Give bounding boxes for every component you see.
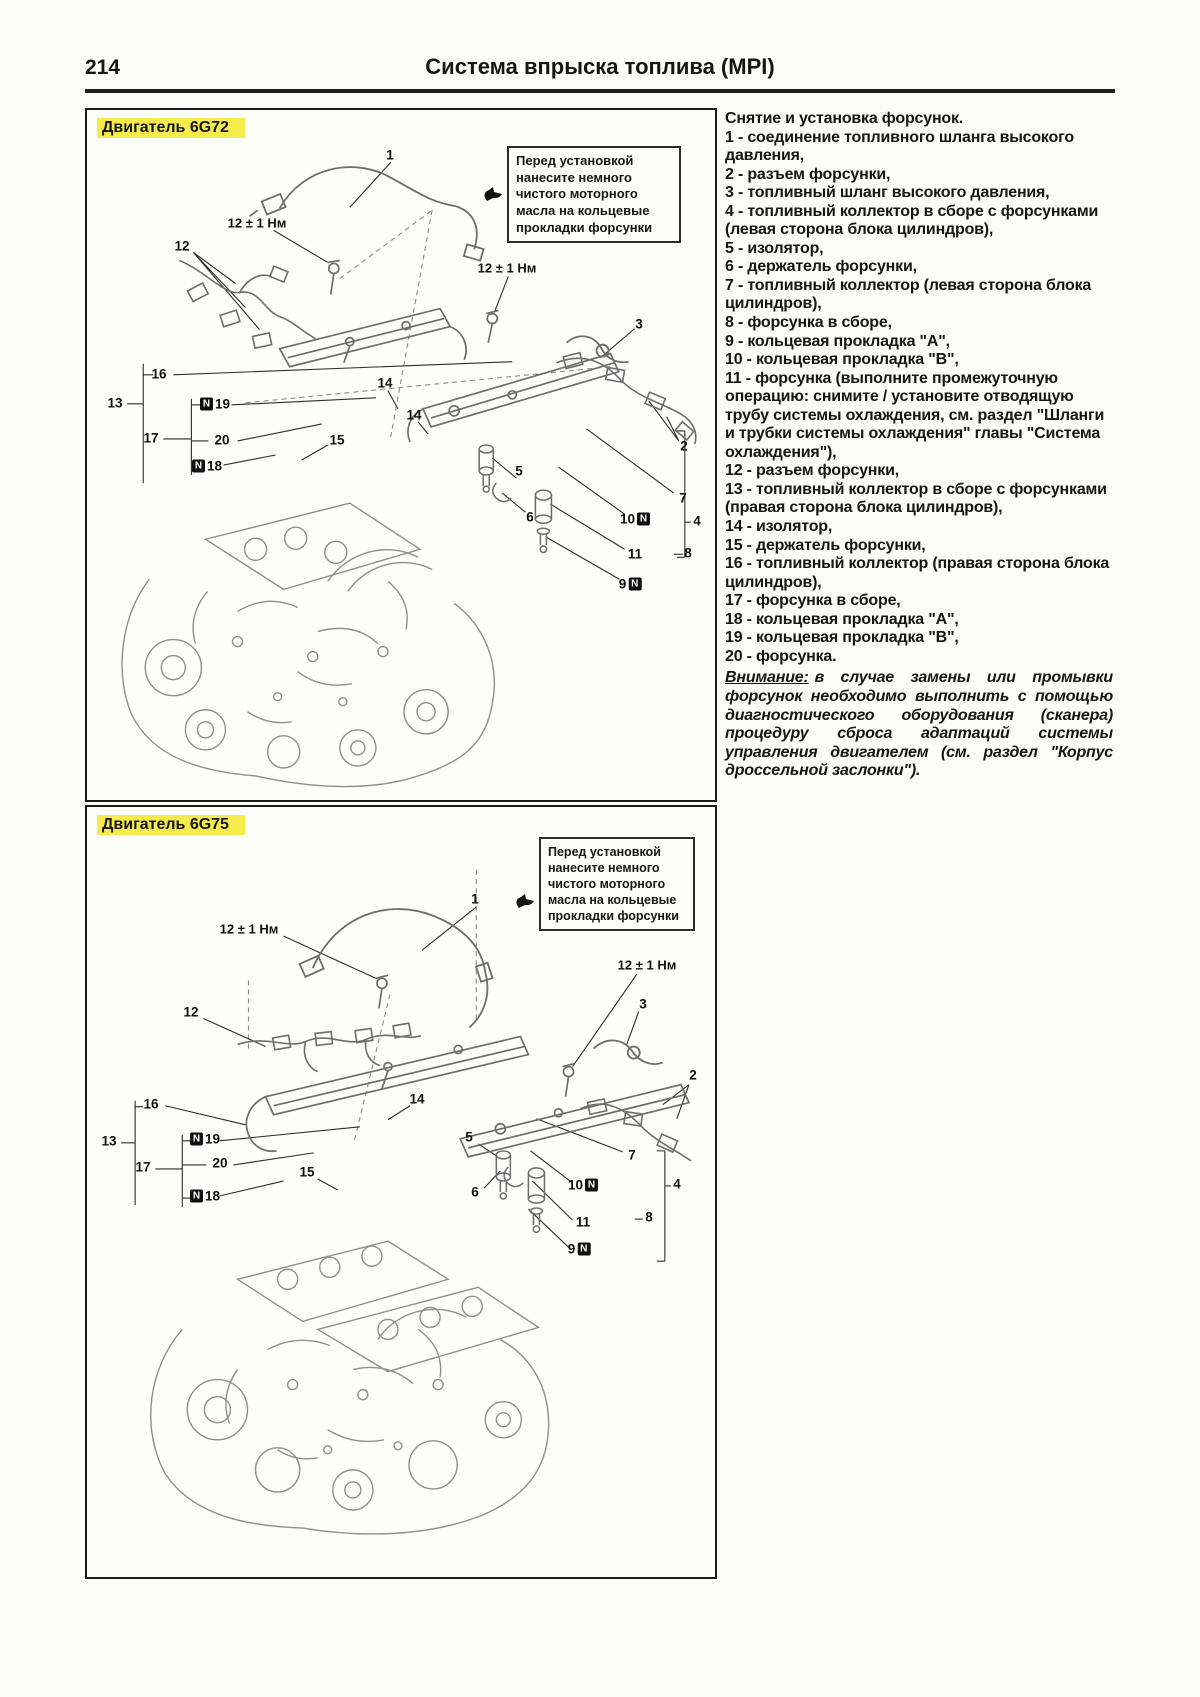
callout-label: 15 [329,432,345,448]
torque-label: 12 ± 1 Нм [227,215,287,231]
oil-note-text: Перед установкой нанесите немного чистого моторного масла на кольцевые прокладки форсунки [548,845,679,923]
no-reuse-icon: N [200,398,213,411]
callout-label: 9 N [568,1242,591,1257]
engine-label-6g72: Двигатель 6G72 [97,118,245,138]
part-item: 19 - кольцевая прокладка "В", [725,629,959,647]
callout-label: N 19 [200,397,230,412]
callout-label: 14 [377,375,393,391]
page-number: 214 [85,56,121,79]
callout-label: 3 [639,996,647,1012]
no-reuse-icon: N [577,1243,590,1256]
part-item: 9 - кольцевая прокладка "А", [725,332,950,350]
header-rule [85,89,1115,93]
no-reuse-icon: N [192,460,205,473]
part-item: 7 - топливный коллектор (левая сторона блока цилиндров), [725,276,1092,313]
callout-label: 8 [645,1209,653,1225]
callout-label: 13 [107,395,123,411]
parts-legend [725,110,1113,781]
callout-label: 2 [689,1067,697,1083]
callout-label: 17 [135,1159,151,1175]
oil-note-pointer-icon [515,893,535,909]
callout-label: 5 [515,463,523,479]
torque-label: 12 ± 1 Нм [617,957,677,973]
part-item: 14 - изолятор, [725,518,833,536]
callout-label: 9 N [619,577,642,592]
part-item: 1 - соединение топливного шланга высокого давления, [725,128,1074,165]
callout-label: 12 [183,1004,199,1020]
oil-note-text: Перед установкой нанесите немного чистого моторного масла на кольцевые прокладки форсунки [516,153,653,235]
callout-label: 11 [575,1214,591,1230]
part-item: 3 - топливный шланг высокого давления, [725,184,1050,202]
part-item: 11 - форсунка (выполните промежуточную операцию: снимите / установите отводящую трубу системы охлаждения, см. раздел "Шланги и трубки системы охлаждения" главы "Система охлаждения"), [725,369,1105,461]
panel-engine-6g75 [85,805,717,1579]
callout-label: N 19 [190,1132,220,1147]
part-item: 18 - кольцевая прокладка "А", [725,610,959,628]
callout-label: 6 [471,1184,479,1200]
callout-label: 8 [684,545,692,561]
no-reuse-icon: N [585,1179,598,1192]
callout-label: 6 [526,509,534,525]
callout-label: 7 [679,490,687,506]
callout-label: 5 [465,1129,473,1145]
callout-label: 1 [471,891,479,907]
callout-label: 16 [143,1096,159,1112]
part-item: 13 - топливный коллектор в сборе с форсунками (правая сторона блока цилиндров), [725,480,1107,517]
part-item: 2 - разъем форсунки, [725,165,891,183]
warning-text: в случае замены или промывки форсунок необходимо выполнить с помощью диагностического оборудования (сканера) процедуру сброса адаптаций системы управления двигателем (см. раздел "Корпус дроссельной заслонки"). [725,669,1113,780]
parts-list [725,129,1113,667]
callout-label: 12 [174,238,190,254]
callout-label: 10 N [568,1178,598,1193]
callout-label: 1 [386,147,394,163]
callout-label: 14 [409,1091,425,1107]
warning-label: Внимание: [725,669,809,687]
oil-note-pointer-icon [483,186,503,202]
part-item: 20 - форсунка. [725,647,837,665]
torque-label: 12 ± 1 Нм [477,260,537,276]
no-reuse-icon: N [628,578,641,591]
part-item: 17 - форсунка в сборе, [725,592,901,610]
part-item: 4 - топливный коллектор в сборе с форсунками (левая сторона блока цилиндров), [725,202,1099,239]
callout-label: 2 [680,438,688,454]
panel-engine-6g72 [85,108,717,802]
callout-label: 13 [101,1133,117,1149]
callout-label: 20 [212,1155,228,1171]
callout-label: 20 [214,432,230,448]
callout-label: 16 [151,366,167,382]
part-item: 12 - разъем форсунки, [725,462,899,480]
callout-label: 14 [406,407,422,423]
callout-label: N 18 [190,1189,220,1204]
no-reuse-icon: N [637,513,650,526]
engine-label-6g75: Двигатель 6G75 [97,815,245,835]
callout-label: 3 [635,316,643,332]
page-title: Система впрыска топлива (MPI) [425,54,775,79]
callout-label: 4 [673,1176,681,1192]
oil-note-box [539,837,695,931]
callout-label: 11 [627,546,643,562]
callout-label: 15 [299,1164,315,1180]
part-item: 16 - топливный коллектор (правая сторона блока цилиндров), [725,555,1110,591]
injector-warning [725,669,1113,780]
callout-label: 17 [143,430,159,446]
torque-label: 12 ± 1 Нм [219,921,279,937]
oil-note-box [507,146,681,243]
part-item: 8 - форсунка в сборе, [725,314,892,332]
no-reuse-icon: N [190,1190,203,1203]
part-item: 15 - держатель форсунки, [725,536,926,554]
part-item: 6 - держатель форсунки, [725,258,917,276]
callout-label: 10 N [620,512,650,527]
callout-label: 4 [693,513,701,529]
callout-label: N 18 [192,459,222,474]
parts-heading: Снятие и установка форсунок. [725,110,964,127]
callout-label: 7 [628,1147,636,1163]
part-item: 5 - изолятор, [725,239,824,257]
part-item: 10 - кольцевая прокладка "В", [725,351,959,369]
no-reuse-icon: N [190,1133,203,1146]
